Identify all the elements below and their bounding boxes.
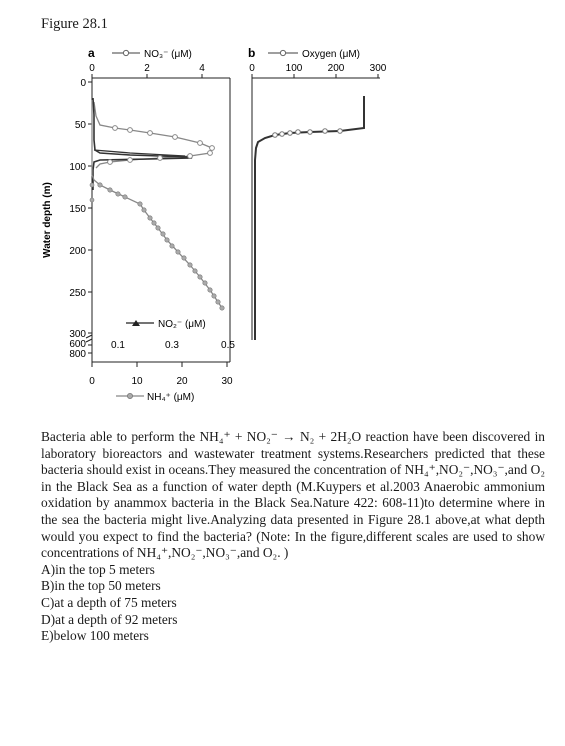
series-no3 — [94, 102, 212, 168]
y-tick-250: 250 — [69, 288, 86, 299]
panel-a-top-tick-4: 4 — [199, 63, 205, 74]
panel-b-top-tick-0: 0 — [249, 63, 255, 74]
y-tick-600: 600 — [69, 339, 86, 350]
axis-break-marks — [86, 335, 92, 342]
y-tick-50: 50 — [74, 120, 86, 131]
panel-b-top-tick-300: 300 — [369, 63, 387, 74]
y-tick-100: 100 — [69, 162, 86, 173]
no2-tick-0-5: 0.5 — [221, 340, 235, 351]
nh4-tick-20: 20 — [176, 376, 188, 387]
legend-nh4-label: NH₄⁺ (μM) — [147, 392, 195, 403]
y-tick-0: 0 — [80, 78, 86, 89]
panel-b-letter: b — [248, 46, 256, 60]
legend-nh4 — [116, 392, 194, 403]
nh4-markers — [90, 183, 224, 310]
legend-no2 — [126, 319, 206, 330]
y-axis-label: Water depth (m) — [42, 182, 53, 258]
panel-a-bottom-axis-ticks — [92, 362, 227, 367]
panel-a-top-tick-0: 0 — [89, 63, 95, 74]
figure-caption: Figure 28.1 — [41, 16, 108, 32]
no2-tick-0-3: 0.3 — [165, 340, 179, 351]
y-tick-150: 150 — [69, 204, 86, 215]
legend-oxygen-label: Oxygen (μM) — [302, 49, 360, 60]
panel-b-top-axis — [252, 74, 380, 78]
no3-markers — [108, 126, 215, 165]
legend-no3 — [112, 49, 192, 60]
oxygen-markers — [273, 129, 343, 138]
panel-a-top-tick-2: 2 — [144, 63, 150, 74]
no2-tick-0-1: 0.1 — [111, 340, 125, 351]
panel-b-top-tick-200: 200 — [327, 63, 345, 74]
legend-oxygen — [268, 49, 360, 60]
option-b[interactable]: B)in the top 50 meters — [41, 578, 161, 594]
legend-no3-label: NO₃⁻ (μM) — [144, 49, 192, 60]
question-text: Bacteria able to perform the NH₄⁺ + NO₂⁻ → N₂ + 2H₂O reaction have been discovered in laboratory bioreactors and wastewater treatment systems.Researchers predicted that these bacteria should exist in oceans.They measured the concentration of NH₄⁺,NO₂⁻,NO₃⁻,and O₂ in the Black Sea as a function of water depth (M.Kuypers et al.2003 Anaerobic ammonium oxidation by anammox bacteria in the Black Sea.Nature 422: 608-11)to determine where in the sea the bacteria might live.Analyzing data presented in Figure 28.1 above,at what depth would you expect to find the bacteria? (Note: In the figure,different scales are used to show concentrations of NH₄⁺,NO₂⁻,NO₃⁻,and O₂. ) — [41, 429, 545, 561]
option-e[interactable]: E)below 100 meters — [41, 628, 149, 644]
series-nh4 — [92, 100, 222, 308]
legend-no2-label: NO₂⁻ (μM) — [158, 319, 206, 330]
y-tick-200: 200 — [69, 246, 86, 257]
nh4-tick-30: 30 — [221, 376, 233, 387]
question-block — [41, 429, 545, 645]
nh4-tick-0: 0 — [89, 376, 95, 387]
option-c[interactable]: C)at a depth of 75 meters — [41, 594, 177, 610]
option-d[interactable]: D)at a depth of 92 meters — [41, 611, 178, 627]
y-tick-800: 800 — [69, 349, 86, 360]
panel-b-top-tick-100: 100 — [285, 63, 303, 74]
panel-a-top-axis — [92, 74, 230, 78]
nh4-tick-10: 10 — [131, 376, 143, 387]
series-no2 — [93, 98, 192, 190]
y-tick-300: 300 — [69, 329, 86, 340]
option-a[interactable]: A)in the top 5 meters — [41, 561, 155, 577]
panel-a-letter: a — [88, 46, 95, 60]
